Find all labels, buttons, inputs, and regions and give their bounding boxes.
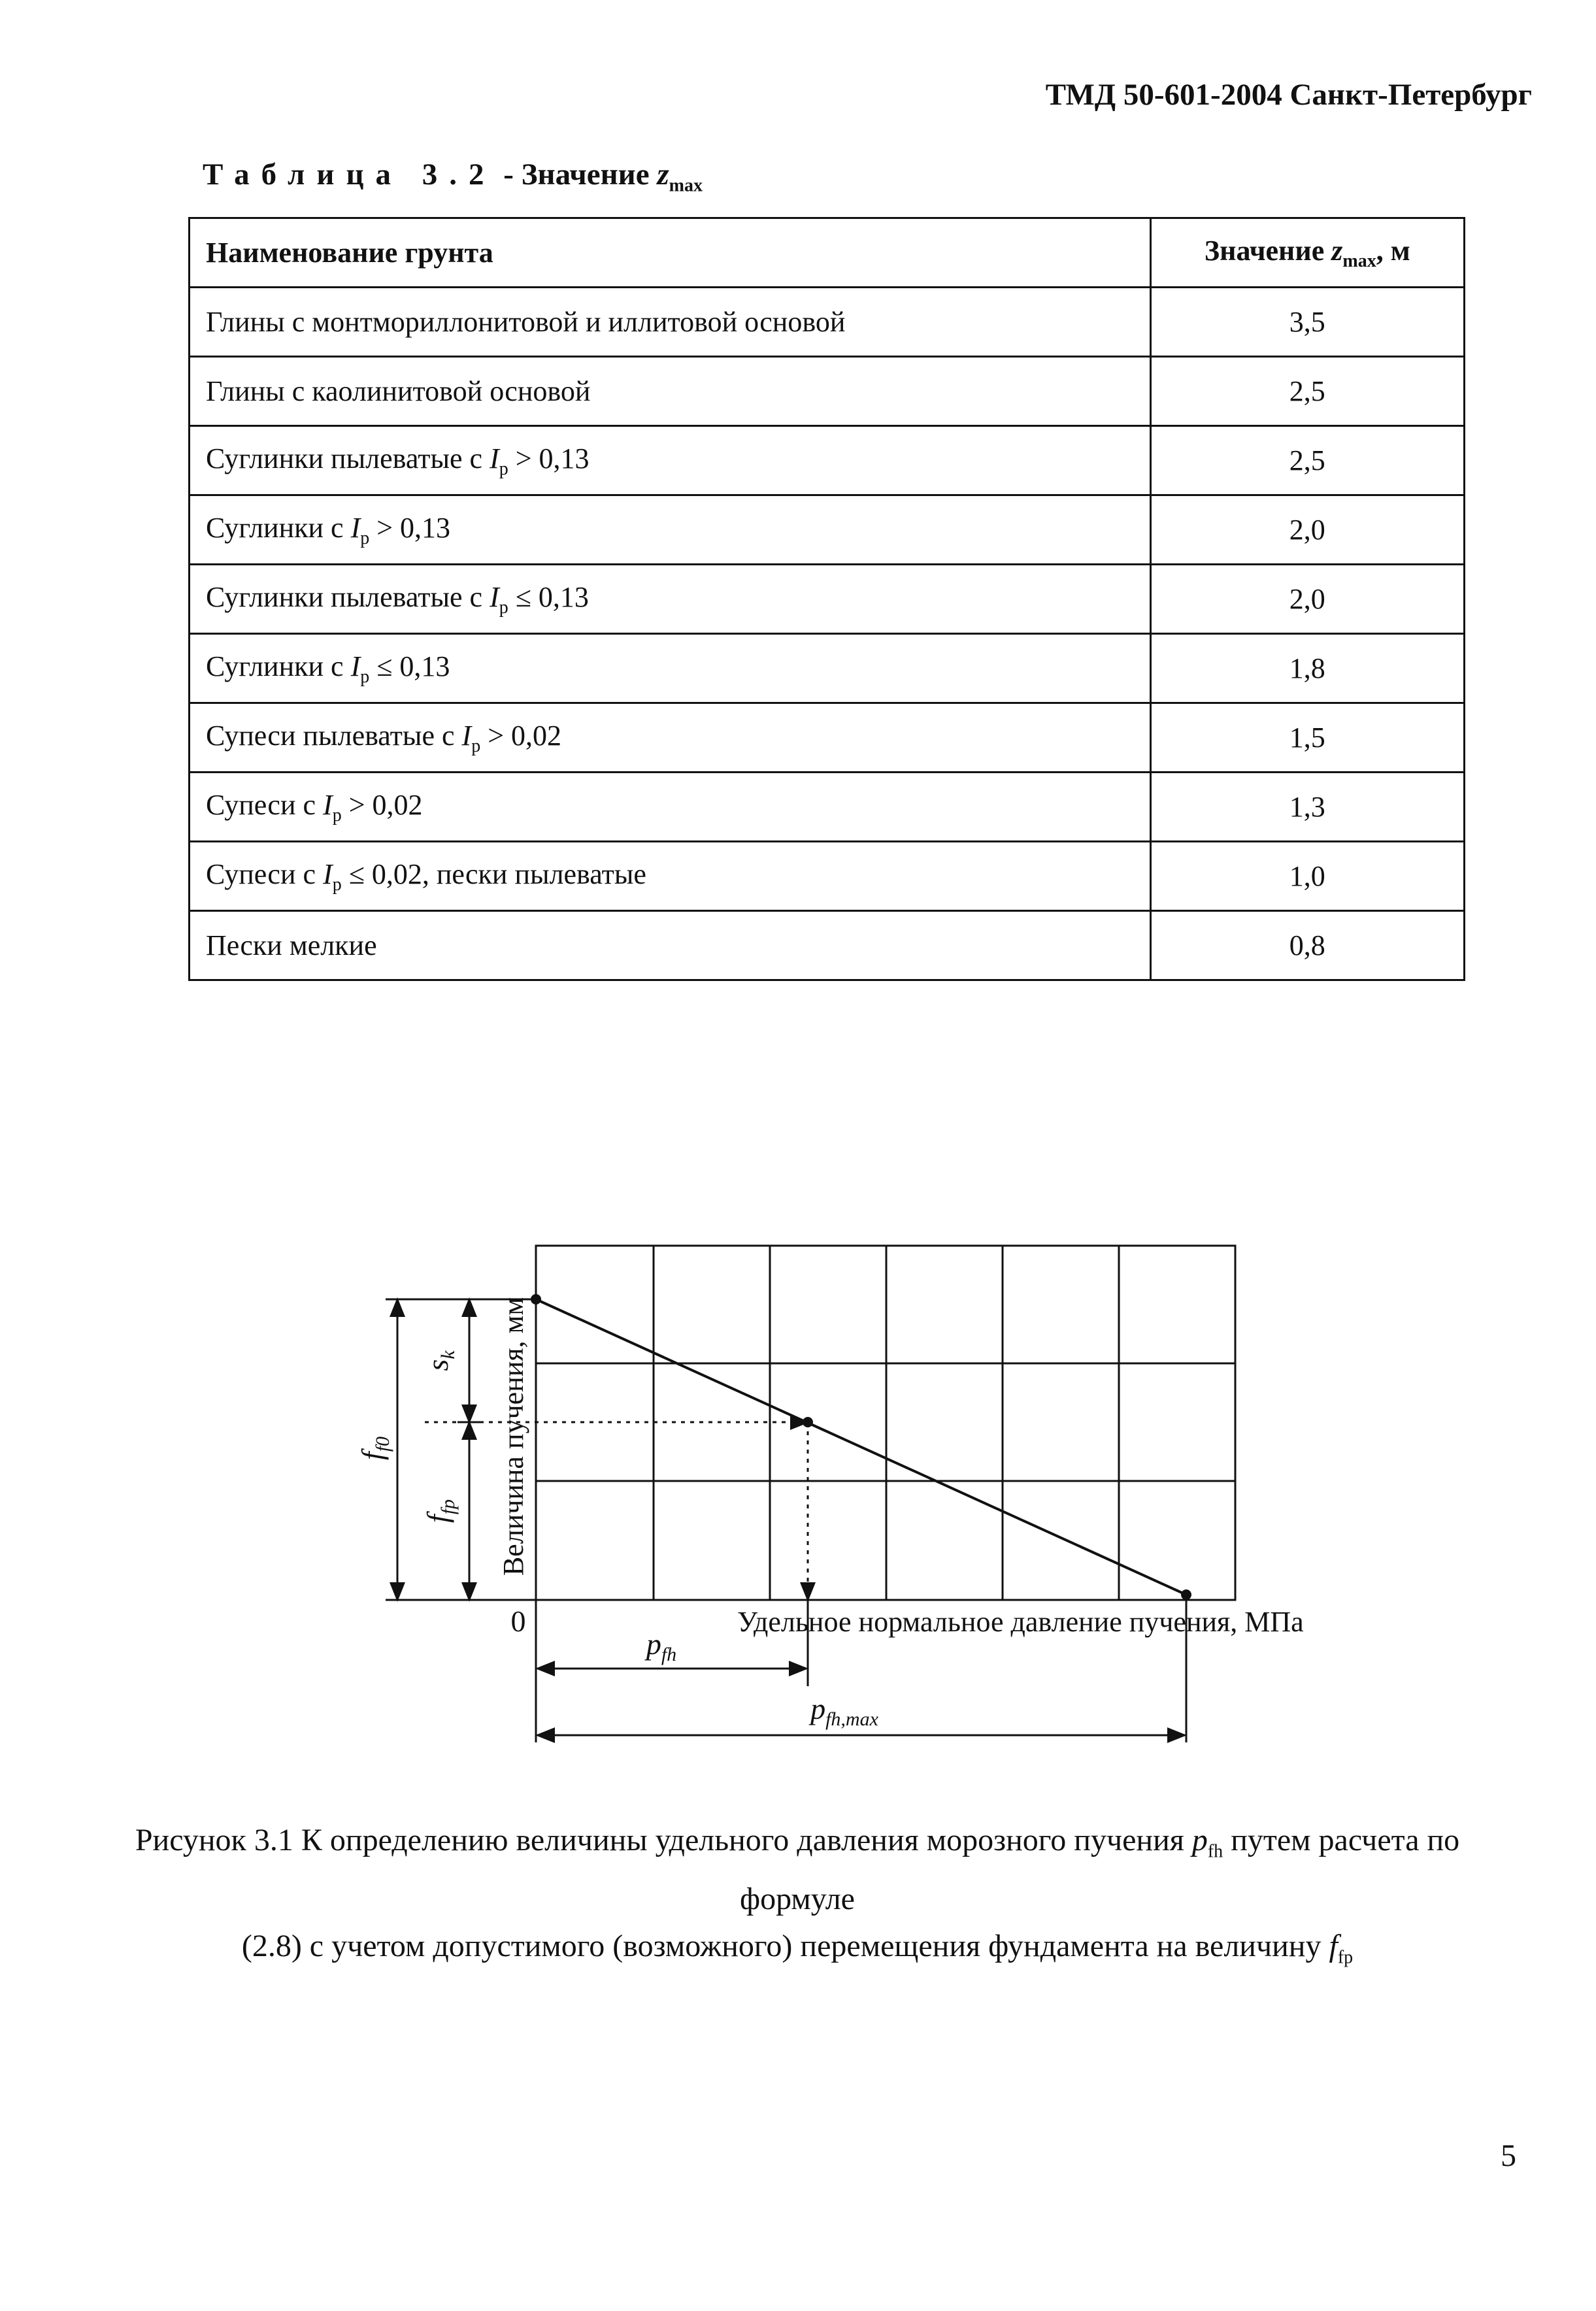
table-row <box>190 357 1465 426</box>
table-row <box>190 634 1465 703</box>
plasticity-sub: p <box>499 597 508 618</box>
zmax-value: 1,3 <box>1150 773 1464 842</box>
table-caption-sub: max <box>669 175 703 196</box>
table-row <box>190 773 1465 842</box>
table-caption-var: z <box>657 158 669 191</box>
x-axis-label: Удельное нормальное давление пучения, МПа <box>737 1606 1304 1638</box>
heave-figure <box>0 1216 1596 1752</box>
soil-condition: > 0,02 <box>480 719 562 752</box>
page-number: 5 <box>1501 2138 1516 2173</box>
plasticity-var: I <box>350 511 361 544</box>
label-pfh: $p_{fh}$ <box>646 1627 677 1665</box>
plasticity-var: I <box>490 580 499 613</box>
figure-caption-line-2: (2.8) с учетом допустимого (возможного) перемещения фундамента на величину $f_{fp}$ <box>241 1928 1354 1968</box>
soil-condition: ≤ 0,02, пески пылеватые <box>341 857 646 890</box>
col-header-value-text: Значение <box>1204 234 1332 267</box>
plasticity-var: I <box>323 857 333 890</box>
heave-pressure-line <box>536 1299 1186 1595</box>
soil-name <box>190 773 1151 842</box>
zmax-value: 1,5 <box>1150 703 1464 773</box>
table-caption-prefix: Таблица 3.2 <box>203 158 496 191</box>
soil-name <box>190 495 1151 565</box>
zmax-value: 2,5 <box>1150 426 1464 495</box>
zmax-value: 0,8 <box>1150 911 1464 980</box>
soil-name-text: Супеси с <box>206 788 324 821</box>
plasticity-sub: p <box>360 666 370 687</box>
table-header-row <box>190 218 1465 288</box>
soil-name-text: Пески мелкие <box>206 929 377 961</box>
zmax-value: 2,5 <box>1150 357 1464 426</box>
soil-name <box>190 842 1151 911</box>
point-end <box>1181 1589 1191 1600</box>
label-pfh-max: $p_{fh,max}$ <box>810 1692 878 1730</box>
zmax-value: 1,8 <box>1150 634 1464 703</box>
table-row <box>190 288 1465 357</box>
zmax-value: 3,5 <box>1150 288 1464 357</box>
table-row <box>190 911 1465 980</box>
zmax-value: 1,0 <box>1150 842 1464 911</box>
figure-caption <box>111 1817 1484 1981</box>
plasticity-sub: p <box>360 527 370 548</box>
soil-name <box>190 357 1151 426</box>
document-header: ТМД 50-601-2004 Санкт-Петербург <box>1045 78 1532 112</box>
soil-condition: ≤ 0,13 <box>369 650 450 682</box>
soil-name <box>190 634 1151 703</box>
plasticity-sub: p <box>499 458 508 479</box>
plasticity-var: I <box>323 788 333 821</box>
soil-condition: > 0,13 <box>369 511 451 544</box>
soil-name-text: Супеси пылеватые с <box>206 719 462 752</box>
soil-name-text: Суглинки с <box>206 650 351 682</box>
col-header-value-sub: max <box>1342 250 1376 271</box>
soil-table <box>188 217 1465 981</box>
label-ffp: $f_{fp}$ <box>421 1499 459 1523</box>
soil-name-text: Суглинки пылеватые с <box>206 580 490 613</box>
table-row <box>190 565 1465 634</box>
y-axis-label: Величина пучения, мм <box>497 1297 529 1576</box>
soil-name-text: Суглинки с <box>206 511 351 544</box>
soil-name-text: Суглинки пылеватые с <box>206 442 490 474</box>
col-header-value-var: z <box>1331 234 1343 267</box>
col-header-name: Наименование грунта <box>190 218 1151 288</box>
soil-name <box>190 703 1151 773</box>
plasticity-var: I <box>490 442 499 474</box>
plasticity-var: I <box>461 719 472 752</box>
col-header-value <box>1150 218 1464 288</box>
zmax-value: 2,0 <box>1150 495 1464 565</box>
soil-condition: ≤ 0,13 <box>508 580 589 613</box>
soil-name-text: Супеси с <box>206 857 324 890</box>
label-ff0: $f_{f0}$ <box>356 1436 393 1461</box>
soil-name <box>190 426 1151 495</box>
table-caption <box>203 157 703 196</box>
table-caption-text: Значение <box>521 158 657 191</box>
plasticity-var: I <box>350 650 361 682</box>
label-sk: $s_k$ <box>421 1350 459 1371</box>
table-row <box>190 426 1465 495</box>
soil-condition: > 0,13 <box>508 442 590 474</box>
figure-caption-line-1: Рисунок 3.1 К определению величины удельного давления морозного пучения $p_{fh}$ путем расчета по формуле <box>135 1823 1460 1916</box>
soil-name <box>190 288 1151 357</box>
soil-condition: > 0,02 <box>341 788 423 821</box>
soil-name-text: Глины с монтмориллонитовой и иллитовой основой <box>206 306 846 338</box>
plasticity-sub: p <box>471 735 481 756</box>
table-row <box>190 703 1465 773</box>
origin-label: 0 <box>510 1604 526 1638</box>
zmax-value: 2,0 <box>1150 565 1464 634</box>
table-caption-sep: - <box>495 158 522 191</box>
table-row <box>190 495 1465 565</box>
table-row <box>190 842 1465 911</box>
plasticity-sub: p <box>332 874 342 895</box>
soil-name <box>190 911 1151 980</box>
plasticity-sub: p <box>332 805 342 825</box>
soil-name-text: Глины с каолинитовой основой <box>206 375 591 407</box>
soil-name <box>190 565 1151 634</box>
chart-grid <box>536 1246 1235 1600</box>
col-header-value-unit: , м <box>1376 234 1410 267</box>
